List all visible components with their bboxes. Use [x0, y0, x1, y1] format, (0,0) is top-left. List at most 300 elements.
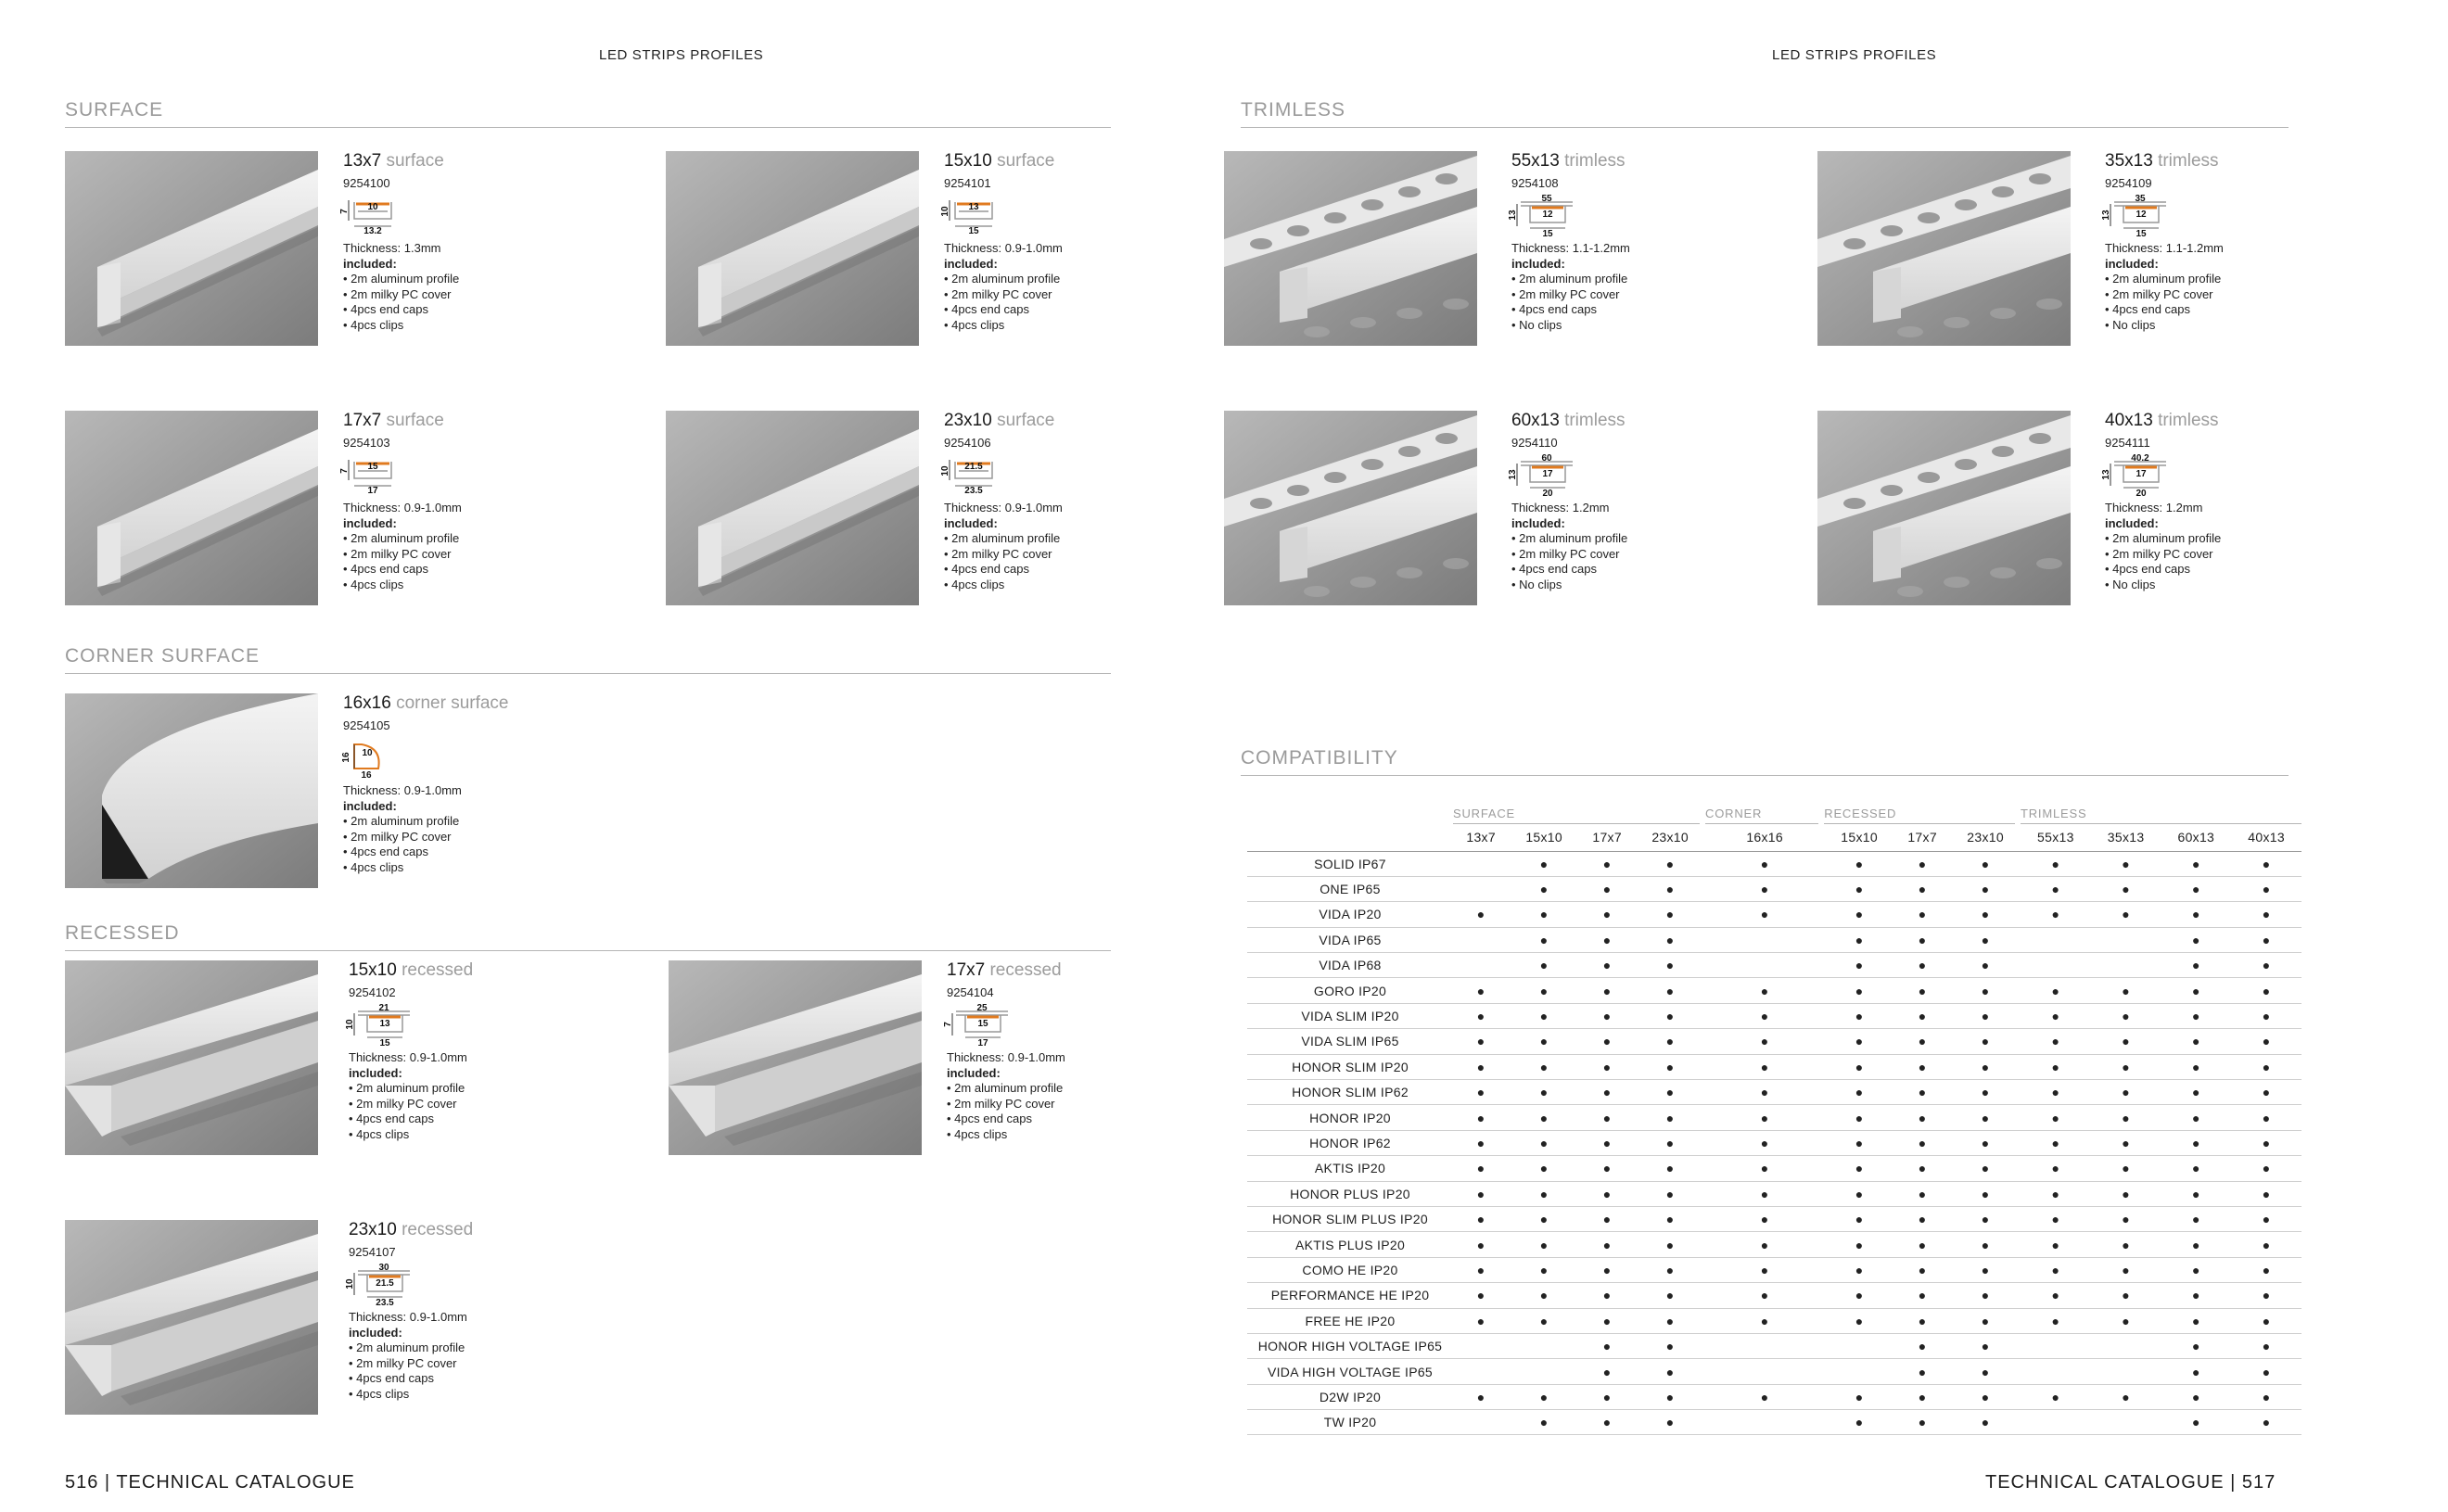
- compat-cell: [1453, 1206, 1509, 1231]
- compat-cell: [1635, 1206, 1705, 1231]
- svg-text:7: 7: [943, 1022, 953, 1027]
- product-card: [1817, 151, 2448, 346]
- compat-dot: ●: [1855, 958, 1864, 973]
- compat-cell: [2021, 1410, 2091, 1435]
- compat-dot: ●: [1981, 1186, 1990, 1201]
- product-type: surface: [997, 151, 1055, 171]
- compat-dot: ●: [2122, 1212, 2130, 1227]
- compat-cell: [2161, 1333, 2231, 1358]
- svg-text:10: 10: [367, 202, 378, 212]
- compat-dot: ●: [2262, 1364, 2271, 1379]
- compat-dot: ●: [2262, 1059, 2271, 1074]
- compat-dot: ●: [1476, 1034, 1485, 1049]
- compat-dot: ●: [1855, 1135, 1864, 1150]
- thickness: Thickness: 1.2mm: [1511, 501, 1610, 515]
- product-info: [943, 960, 1281, 1142]
- compat-cell: [1453, 1054, 1509, 1079]
- svg-text:30: 30: [378, 1263, 389, 1273]
- svg-text:16: 16: [341, 752, 351, 763]
- compat-group-corner: CORNER: [1705, 807, 1818, 824]
- compat-cell: [1824, 927, 1894, 952]
- compat-cell: [1635, 1359, 1705, 1384]
- included-item: • 4pcs clips: [944, 317, 1005, 332]
- compat-cell: [1705, 1054, 1824, 1079]
- product-type: surface: [997, 411, 1055, 430]
- compat-cell: [1950, 1003, 2021, 1028]
- product-code: 9254108: [1511, 176, 1559, 190]
- compat-cell: [1579, 1003, 1635, 1028]
- compat-dot: ●: [2191, 958, 2200, 973]
- included-item: • 2m milky PC cover: [343, 286, 452, 301]
- compat-cell: [1453, 1130, 1509, 1155]
- compat-dot: ●: [1855, 1110, 1864, 1125]
- compat-cell: [1453, 953, 1509, 978]
- compat-cell: [2161, 1384, 2231, 1409]
- svg-text:10: 10: [345, 1019, 355, 1030]
- compat-dot: ●: [1918, 1313, 1927, 1328]
- included-item: • 2m milky PC cover: [947, 1096, 1055, 1111]
- svg-text:13: 13: [1508, 210, 1518, 221]
- compat-cell: [1509, 1080, 1579, 1105]
- product-image: [1224, 411, 1477, 605]
- compat-row: [1247, 1333, 2301, 1358]
- svg-text:15: 15: [1542, 229, 1553, 239]
- compat-cell: [1579, 978, 1635, 1003]
- compat-dot: ●: [1602, 1262, 1612, 1277]
- compat-dot: ●: [2122, 856, 2130, 871]
- compat-dot: ●: [1665, 1237, 1675, 1252]
- compat-cell: [1950, 876, 2021, 901]
- included-item: • 2m milky PC cover: [1511, 546, 1620, 561]
- compat-cell: [1824, 1410, 1894, 1435]
- compat-cell: [1705, 1156, 1824, 1181]
- product-type: recessed: [402, 1220, 474, 1239]
- included-item: • 4pcs clips: [349, 1126, 410, 1141]
- compat-dot: ●: [2262, 983, 2271, 998]
- compat-dot: ●: [1602, 1059, 1612, 1074]
- compat-cell: [1824, 1333, 1894, 1358]
- compat-cell: [1950, 927, 2021, 952]
- compat-cell: [2161, 1232, 2231, 1257]
- compat-dot: ●: [1855, 1415, 1864, 1430]
- compat-dot: ●: [1981, 1135, 1990, 1150]
- included-item: • 4pcs clips: [343, 859, 404, 874]
- compat-dot: ●: [2051, 1186, 2060, 1201]
- product-code: 9254111: [2105, 436, 2150, 450]
- compat-cell: [1894, 1054, 1950, 1079]
- compat-dot: ●: [2051, 1288, 2060, 1303]
- compat-cell: [1635, 1232, 1705, 1257]
- included-label: included:: [944, 256, 998, 271]
- compat-cell: [1950, 978, 2021, 1003]
- svg-text:60: 60: [1541, 453, 1552, 464]
- compat-cell: [2021, 1181, 2091, 1206]
- compat-column-header: 55x13: [2021, 824, 2091, 851]
- compat-dot: ●: [2122, 907, 2130, 922]
- included-item: • 2m aluminum profile: [349, 1340, 465, 1354]
- compat-cell: [2091, 876, 2161, 901]
- product-card: [65, 151, 695, 346]
- included-item: • No clips: [1511, 317, 1562, 332]
- compat-dot: ●: [1665, 1364, 1675, 1379]
- compat-dot: ●: [2122, 1110, 2130, 1125]
- compat-cell: [1579, 1257, 1635, 1282]
- compat-dot: ●: [1855, 1288, 1864, 1303]
- product-image: [1224, 151, 1477, 346]
- compat-dot: ●: [1476, 1085, 1485, 1100]
- svg-text:7: 7: [339, 468, 350, 474]
- compat-dot: ●: [1918, 1135, 1927, 1150]
- compat-cell: [1635, 1105, 1705, 1130]
- compat-strip-name: AKTIS PLUS IP20: [1247, 1232, 1453, 1257]
- compat-cell: [1453, 1156, 1509, 1181]
- compat-row: [1247, 1410, 2301, 1435]
- included-item: • 4pcs end caps: [947, 1112, 1032, 1125]
- compat-cell: [1824, 1257, 1894, 1282]
- compat-cell: [2231, 1257, 2301, 1282]
- compat-cell: [1635, 953, 1705, 978]
- compat-group-row: [1247, 804, 2301, 824]
- compat-cell: [1950, 1232, 2021, 1257]
- compat-cell: [2161, 1105, 2231, 1130]
- compat-dot: ●: [2051, 1085, 2060, 1100]
- compat-cell: [1509, 953, 1579, 978]
- compat-cell: [1705, 1206, 1824, 1231]
- product-type: trimless: [2158, 151, 2219, 171]
- profile-dimension-drawing: [339, 454, 408, 497]
- compat-cell: [1894, 851, 1950, 876]
- compat-cell: [2231, 1181, 2301, 1206]
- compat-cell: [1705, 876, 1824, 901]
- compat-dot: ●: [1981, 1262, 1990, 1277]
- product-type: surface: [386, 151, 444, 171]
- compat-dot: ●: [1918, 882, 1927, 897]
- compat-cell: [1579, 1156, 1635, 1181]
- profile-dimension-drawing: [2101, 453, 2170, 499]
- page-header-right: LED STRIPS PROFILES: [1772, 47, 1937, 63]
- compat-cell: [1705, 1359, 1824, 1384]
- compat-cell: [1894, 902, 1950, 927]
- compat-dot: ●: [2191, 1161, 2200, 1176]
- included-item: • No clips: [2105, 577, 2156, 591]
- compat-dot: ●: [1981, 1110, 1990, 1125]
- compat-cell: [1453, 1080, 1509, 1105]
- compat-dot: ●: [2191, 1313, 2200, 1328]
- compat-dot: ●: [1918, 1085, 1927, 1100]
- product-info: [345, 1220, 682, 1402]
- compat-dot: ●: [1760, 1212, 1769, 1227]
- product-render-svg: [65, 151, 318, 346]
- compat-cell: [1509, 1384, 1579, 1409]
- compat-dot: ●: [1539, 1186, 1549, 1201]
- compat-dot: ●: [1981, 1237, 1990, 1252]
- compat-dot: ●: [1760, 1186, 1769, 1201]
- compat-dot: ●: [2262, 1110, 2271, 1125]
- compat-cell: [1509, 1054, 1579, 1079]
- compat-cell: [1509, 1283, 1579, 1308]
- product-name: [343, 151, 677, 172]
- compat-dot: ●: [2191, 983, 2200, 998]
- product-size: 15x10: [944, 151, 992, 171]
- included-label: included:: [343, 515, 397, 530]
- product-render-svg: [666, 151, 919, 346]
- svg-text:10: 10: [940, 206, 950, 217]
- compat-cell: [1579, 1308, 1635, 1333]
- compat-dot: ●: [1855, 1237, 1864, 1252]
- compat-cell: [1705, 902, 1824, 927]
- product-image: [65, 693, 318, 888]
- compat-cell: [1509, 1029, 1579, 1054]
- compat-dot: ●: [1981, 1085, 1990, 1100]
- compat-cell: [1824, 1206, 1894, 1231]
- compat-dot: ●: [1539, 856, 1549, 871]
- compat-dot: ●: [1981, 882, 1990, 897]
- compat-cell: [2161, 927, 2231, 952]
- thickness: Thickness: 1.3mm: [343, 241, 441, 255]
- compat-dot: ●: [1760, 1161, 1769, 1176]
- product-spec: [1511, 501, 1845, 592]
- compat-dot: ●: [1760, 1389, 1769, 1404]
- compat-dot: ●: [1760, 1059, 1769, 1074]
- compat-cell: [1824, 1080, 1894, 1105]
- compat-dot: ●: [1760, 1288, 1769, 1303]
- compat-cell: [1509, 927, 1579, 952]
- compat-cell: [1579, 1181, 1635, 1206]
- svg-text:13: 13: [379, 1019, 390, 1029]
- svg-text:23.5: 23.5: [964, 486, 983, 496]
- compat-row: [1247, 1308, 2301, 1333]
- compat-dot: ●: [2191, 1339, 2200, 1354]
- product-info: [345, 960, 682, 1142]
- product-spec: [343, 501, 677, 592]
- compat-cell: [1894, 1232, 1950, 1257]
- compat-dot: ●: [2191, 1085, 2200, 1100]
- svg-text:20: 20: [2136, 489, 2147, 499]
- compat-dot: ●: [2122, 882, 2130, 897]
- compat-column-header: 15x10: [1509, 824, 1579, 851]
- product-image: [65, 411, 318, 605]
- svg-text:16: 16: [361, 770, 372, 781]
- section-title-trimless: TRIMLESS: [1241, 99, 2289, 128]
- compat-cell: [1509, 978, 1579, 1003]
- compat-row: [1247, 876, 2301, 901]
- compat-cell: [1635, 1054, 1705, 1079]
- compat-dot: ●: [2122, 1313, 2130, 1328]
- product-image: [65, 1220, 318, 1415]
- compat-dot: ●: [1602, 1237, 1612, 1252]
- compat-cell: [2091, 851, 2161, 876]
- product-size: 60x13: [1511, 411, 1560, 430]
- product-spec: [343, 241, 677, 333]
- compat-dot: ●: [1665, 1161, 1675, 1176]
- compat-dot: ●: [1476, 1262, 1485, 1277]
- compat-cell: [2091, 1308, 2161, 1333]
- compat-row: [1247, 1384, 2301, 1409]
- compat-cell: [1705, 1003, 1824, 1028]
- compat-dot: ●: [2191, 907, 2200, 922]
- compat-dot: ●: [1476, 907, 1485, 922]
- section-title-recessed: RECESSED: [65, 922, 1111, 951]
- compat-strip-name: HONOR SLIM IP62: [1247, 1080, 1453, 1105]
- compat-cell: [1705, 1308, 1824, 1333]
- compat-dot: ●: [1665, 1288, 1675, 1303]
- included-item: • 2m milky PC cover: [343, 546, 452, 561]
- compat-dot: ●: [1602, 983, 1612, 998]
- compat-dot: ●: [2051, 1161, 2060, 1176]
- compat-dot: ●: [1539, 1389, 1549, 1404]
- product-code: 9254107: [349, 1245, 396, 1259]
- compat-dot: ●: [1981, 1415, 1990, 1430]
- compat-dot: ●: [1602, 1313, 1612, 1328]
- compat-dot: ●: [1981, 1034, 1990, 1049]
- product-code: 9254109: [2105, 176, 2152, 190]
- compat-dot: ●: [2051, 1237, 2060, 1252]
- compat-dot: ●: [1918, 932, 1927, 947]
- compat-row: [1247, 1003, 2301, 1028]
- compat-row: [1247, 927, 2301, 952]
- svg-text:15: 15: [2136, 229, 2147, 239]
- compat-row: [1247, 1257, 2301, 1282]
- compatibility-table: [1247, 804, 2301, 1435]
- compat-dot: ●: [2262, 1339, 2271, 1354]
- compat-cell: [1950, 953, 2021, 978]
- compat-dot: ●: [1665, 1212, 1675, 1227]
- included-item: • 4pcs clips: [947, 1126, 1008, 1141]
- compat-dot: ●: [2191, 1059, 2200, 1074]
- compat-dot: ●: [2051, 1135, 2060, 1150]
- compat-dot: ●: [2262, 1135, 2271, 1150]
- compat-cell: [2231, 1080, 2301, 1105]
- compat-cell: [1824, 1029, 1894, 1054]
- compat-dot: ●: [1539, 882, 1549, 897]
- compat-dot: ●: [2262, 907, 2271, 922]
- compat-dot: ●: [1602, 1085, 1612, 1100]
- svg-text:13: 13: [1508, 469, 1518, 480]
- compat-cell: [1635, 1283, 1705, 1308]
- compat-cell: [1635, 851, 1705, 876]
- compat-strip-name: HONOR IP62: [1247, 1130, 1453, 1155]
- compat-dot: ●: [1855, 1059, 1864, 1074]
- compat-cell: [1894, 1206, 1950, 1231]
- compat-dot: ●: [1539, 1212, 1549, 1227]
- compat-cell: [2021, 851, 2091, 876]
- compat-cell: [2161, 1283, 2231, 1308]
- included-item: • 4pcs end caps: [343, 562, 428, 576]
- compat-cell: [2091, 927, 2161, 952]
- compat-cell: [1705, 1257, 1824, 1282]
- compat-cell: [1579, 953, 1635, 978]
- compat-dot: ●: [1855, 1009, 1864, 1024]
- product-info: [2101, 411, 2439, 592]
- compat-cell: [1579, 851, 1635, 876]
- svg-text:12: 12: [1542, 210, 1553, 220]
- svg-text:21.5: 21.5: [376, 1278, 394, 1289]
- profile-dimension-drawing: [940, 195, 1009, 237]
- compat-group-surface: SURFACE: [1453, 807, 1700, 824]
- compat-cell: [1824, 953, 1894, 978]
- compat-cell: [1950, 1029, 2021, 1054]
- compat-dot: ●: [1602, 1364, 1612, 1379]
- compat-dot: ●: [1539, 1135, 1549, 1150]
- compat-cell: [1705, 927, 1824, 952]
- compat-cell: [1894, 876, 1950, 901]
- product-size: 16x16: [343, 693, 391, 713]
- compat-dot: ●: [1602, 1186, 1612, 1201]
- included-item: • 4pcs end caps: [1511, 562, 1597, 576]
- product-render-svg: [669, 960, 922, 1155]
- compat-dot: ●: [1476, 1313, 1485, 1328]
- included-item: • 2m aluminum profile: [2105, 531, 2222, 545]
- compat-column-header: 60x13: [2161, 824, 2231, 851]
- product-code: 9254102: [349, 985, 396, 999]
- compat-group-recessed: RECESSED: [1824, 807, 2015, 824]
- compat-cell: [2021, 1105, 2091, 1130]
- included-item: • 2m milky PC cover: [944, 546, 1052, 561]
- included-item: • 4pcs end caps: [343, 845, 428, 858]
- compat-dot: ●: [1918, 1034, 1927, 1049]
- compat-cell: [2091, 1181, 2161, 1206]
- svg-text:10: 10: [345, 1278, 355, 1290]
- compat-cell: [1894, 1181, 1950, 1206]
- profile-dimension-drawing: [345, 1003, 414, 1048]
- compat-cell: [1705, 1384, 1824, 1409]
- included-item: • 4pcs clips: [343, 577, 404, 591]
- compat-dot: ●: [1918, 1339, 1927, 1354]
- compat-cell: [2091, 1130, 2161, 1155]
- compat-dot: ●: [1981, 1364, 1990, 1379]
- compat-cell: [1705, 1283, 1824, 1308]
- compat-cell: [1579, 1333, 1635, 1358]
- compat-cell: [1635, 1410, 1705, 1435]
- compat-row: [1247, 1080, 2301, 1105]
- compat-cell: [1635, 1333, 1705, 1358]
- product-name: [1511, 151, 1845, 172]
- product-name: [2105, 151, 2439, 172]
- compat-cell: [1509, 1206, 1579, 1231]
- product-spec: [2105, 241, 2439, 333]
- compat-cell: [1509, 876, 1579, 901]
- compat-cell: [1950, 1257, 2021, 1282]
- included-item: • 2m aluminum profile: [349, 1081, 465, 1095]
- compat-strip-name: D2W IP20: [1247, 1384, 1453, 1409]
- product-card: [65, 693, 695, 888]
- compat-cell: [1509, 1257, 1579, 1282]
- profile-dimension-drawing: [940, 454, 1009, 497]
- compat-row: [1247, 1156, 2301, 1181]
- included-item: • 2m aluminum profile: [343, 272, 460, 286]
- compat-dot: ●: [1602, 1389, 1612, 1404]
- product-size: 23x10: [944, 411, 992, 430]
- compat-cell: [2231, 978, 2301, 1003]
- compat-cell: [2161, 1181, 2231, 1206]
- svg-text:17: 17: [977, 1038, 988, 1048]
- compat-dot: ●: [1918, 1262, 1927, 1277]
- compat-cell: [1453, 1181, 1509, 1206]
- compat-cell: [2091, 978, 2161, 1003]
- product-card: [666, 411, 1296, 605]
- compat-cell: [1824, 1003, 1894, 1028]
- product-image: [669, 960, 922, 1155]
- compat-cell: [1824, 1232, 1894, 1257]
- compat-cell: [1635, 1130, 1705, 1155]
- compat-dot: ●: [2191, 1186, 2200, 1201]
- compat-column-header: 17x7: [1579, 824, 1635, 851]
- compat-dot: ●: [2051, 1389, 2060, 1404]
- compat-cell: [1635, 1029, 1705, 1054]
- compat-cell: [2231, 902, 2301, 927]
- compat-dot: ●: [1539, 1262, 1549, 1277]
- compat-cell: [1705, 851, 1824, 876]
